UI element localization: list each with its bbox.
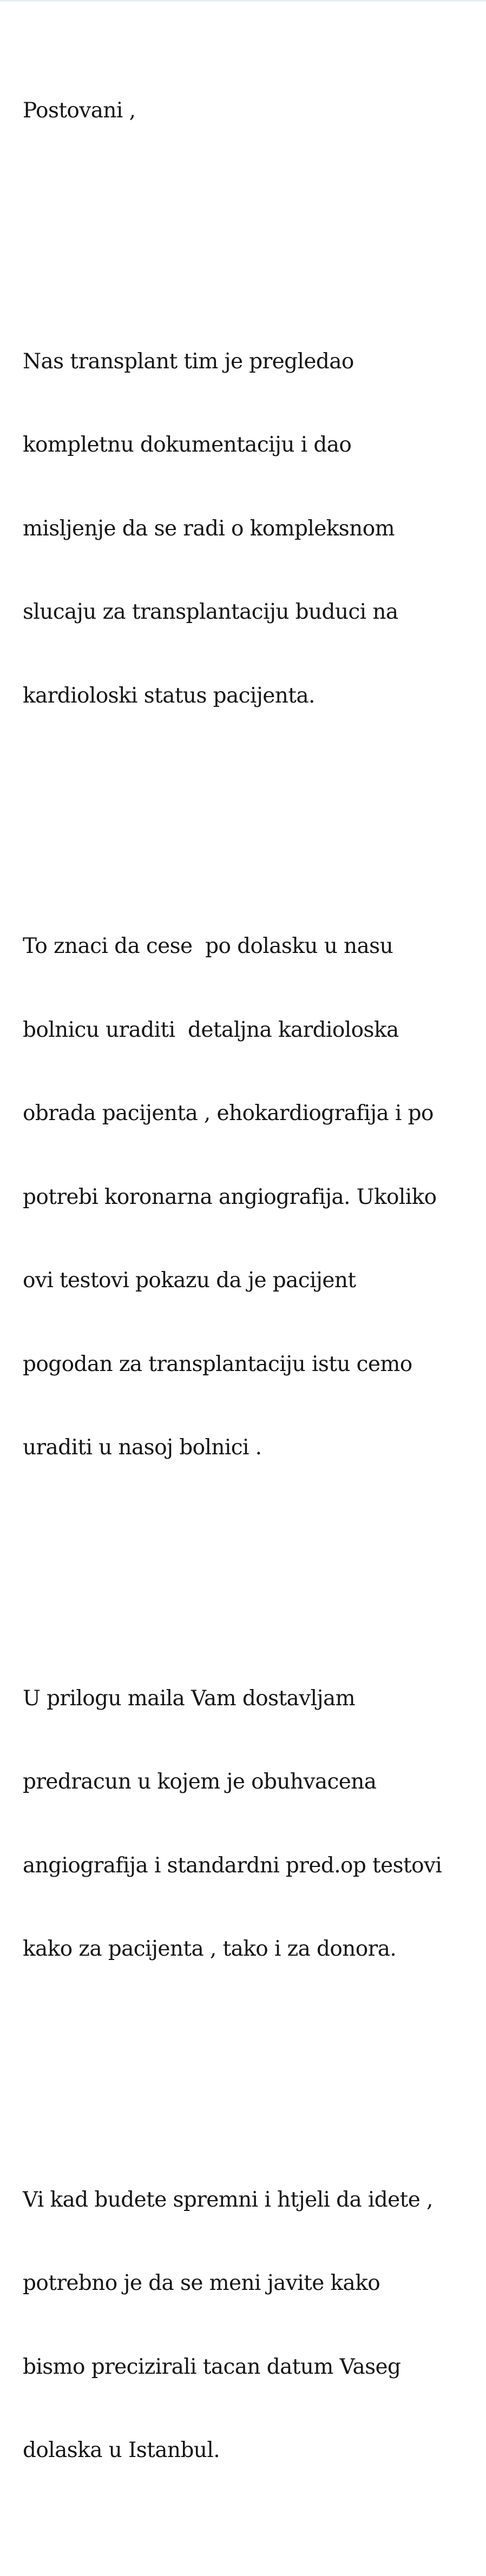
greeting-line: Postovani ,: [23, 98, 136, 123]
paragraph-2: [23, 877, 477, 1518]
paragraph-4: [23, 2130, 477, 2520]
text-line: uraditi u nasoj bolnici .: [23, 1435, 262, 1460]
paragraph-3: [23, 1629, 477, 2019]
text-line: bolnicu uraditi detaljna kardioloska: [23, 1017, 399, 1042]
text-line: predracun u kojem je obuhvacena: [23, 1770, 377, 1794]
email-body: [23, 0, 477, 2576]
greeting-paragraph: [23, 41, 477, 181]
text-line: U prilogu maila Vam dostavljam: [23, 1686, 356, 1711]
text-line: Vi kad budete spremni i htjeli da idete ,: [23, 2187, 433, 2212]
text-line: potrebi koronarna angiografija. Ukoliko: [23, 1184, 437, 1209]
text-line: ovi testovi pokazu da je pacijent: [23, 1268, 356, 1293]
text-line: potrebno je da se meni javite kako: [23, 2271, 380, 2295]
text-line: Nas transplant tim je pregledao: [23, 349, 354, 374]
text-line: dolaska u Istanbul.: [23, 2438, 220, 2462]
text-line: slucaju za transplantaciju buduci na: [23, 600, 398, 624]
text-line: angiografija i standardni pred.op testovi: [23, 1853, 442, 1878]
text-line: pogodan za transplantaciju istu cemo: [23, 1352, 412, 1376]
text-line: obrada pacijenta , ehokardiografija i po: [23, 1101, 434, 1125]
text-line: kardioloski status pacijenta.: [23, 683, 315, 708]
text-line: misljenje da se radi o kompleksnom: [23, 516, 395, 541]
paragraph-1: [23, 292, 477, 766]
text-line: kako za pacijenta , tako i za donora.: [23, 1937, 397, 1961]
text-line: kompletnu dokumentaciju i dao: [23, 433, 352, 457]
text-line: bismo precizirali tacan datum Vaseg: [23, 2354, 401, 2379]
text-line: To znaci da cese po dolasku u nasu: [23, 934, 393, 958]
